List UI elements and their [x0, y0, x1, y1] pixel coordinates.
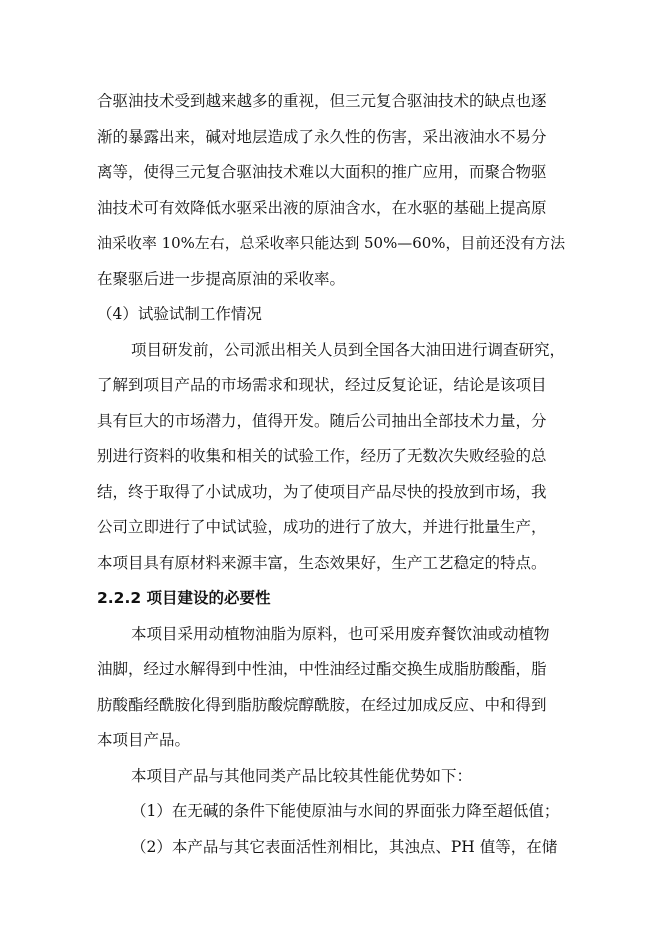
paragraph-line: 本项目产品。	[97, 731, 191, 749]
paragraph-line: 具有巨大的市场潜力，值得开发。随后公司抽出全部技术力量，分	[97, 412, 547, 430]
paragraph-line: 公司立即进行了中试试验，成功的进行了放大，并进行批量生产，	[97, 518, 547, 536]
paragraph-line: 结，终于取得了小试成功，为了使项目产品尽快的投放到市场，我	[97, 483, 547, 501]
paragraph-line: 了解到项目产品的市场需求和现状，经过反复论证，结论是该项目	[97, 376, 547, 394]
paragraph-line: 渐的暴露出来，碱对地层造成了永久性的伤害，采出液油水不易分	[97, 128, 547, 146]
paragraph-line: 本项目产品与其他同类产品比较其性能优势如下：	[131, 767, 473, 785]
paragraph-line: 项目研发前，公司派出相关人员到全国各大油田进行调查研究，	[131, 341, 566, 359]
paragraph-line: 本项目具有原材料来源丰富，生态效果好，生产工艺稳定的特点。	[97, 554, 547, 572]
section-subheading: （4）试验试制工作情况	[97, 305, 262, 323]
list-item: （1）在无碱的条件下能使原油与水间的界面张力降至超低值；	[131, 802, 560, 820]
paragraph-line: 在聚驱后进一步提高原油的采收率。	[97, 270, 346, 288]
list-item: （2）本产品与其它表面活性剂相比，其浊点、PH 值等，在储	[131, 838, 558, 856]
paragraph-line: 合驱油技术受到越来越多的重视，但三元复合驱油技术的缺点也逐	[97, 92, 547, 110]
section-heading: 2.2.2 项目建设的必要性	[97, 589, 271, 607]
paragraph-line: 油技术可有效降低水驱采出液的原油含水，在水驱的基础上提高原	[97, 199, 547, 217]
paragraph-line: 油采收率 10%左右，总采收率只能达到 50%—60%，目前还没有方法	[97, 234, 566, 252]
paragraph-line: 别进行资料的收集和相关的试验工作，经历了无数次失败经验的总	[97, 447, 547, 465]
paragraph-line: 离等，使得三元复合驱油技术难以大面积的推广应用，而聚合物驱	[97, 163, 547, 181]
paragraph-line: 本项目采用动植物油脂为原料，也可采用废弃餐饮油或动植物	[131, 625, 550, 643]
paragraph-line: 油脚，经过水解得到中性油，中性油经过酯交换生成脂肪酸酯，脂	[97, 660, 547, 678]
paragraph-line: 肪酸酯经酰胺化得到脂肪酸烷醇酰胺，在经过加成反应、中和得到	[97, 696, 547, 714]
